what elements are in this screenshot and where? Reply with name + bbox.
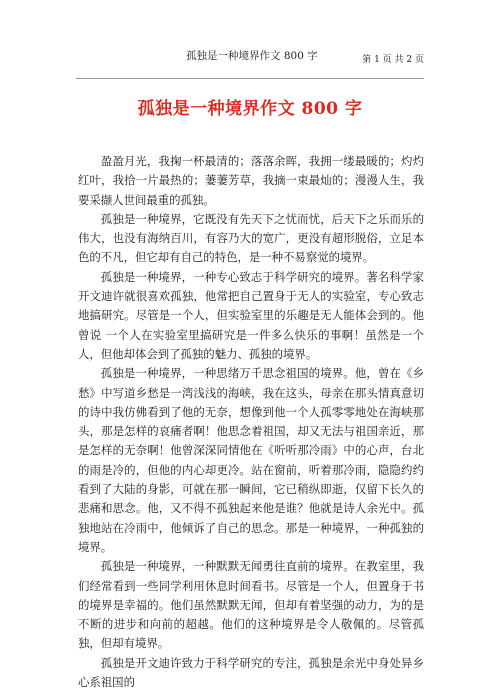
header-title: 孤独是一种境界作文 800 字 (186, 50, 318, 62)
page-number: 第 1 页 共 2 页 (362, 55, 424, 65)
document-body (78, 152, 424, 692)
header-divider (76, 78, 424, 79)
paragraph: 孤独是开文迪许致力于科学研究的专注，孤独是余光中身处异乡心系祖国的 (78, 655, 424, 690)
page-header (0, 48, 500, 68)
paragraph: 孤独是一种境界，一种思绪万千思念祖国的境界。他，曾在《乡愁》中写道乡愁是一湾浅浅的海峡，我在这头，母亲在那头情真意切的诗中我仿佛看到了他的无奈，想像到他一个人孤零零地处在海峡那头，那是怎样的哀痛者啊！他思念着祖国，却又无法与祖国亲近，那是怎样的无奈啊！他曾深深同情他在《听听那冷雨》中的心声，台北的雨是冷的，但他的内心却更冷。站在窗前，听着那冷雨，隐隐约约看到了大陆的身影，可就在那一瞬间，它已稍纵即逝，仅留下长久的悲痛和思念。他，又不得不孤独起来他是谁？他就是诗人余光中。孤独地站在冷雨中，他倾诉了自己的思念。那是一种境界，一种孤独的境界。 (78, 366, 424, 554)
paragraph: 孤独是一种境界，一种默默无闻勇往直前的境界。在教室里，我们经常看到一些同学利用休息时间看书。尽管是一个人，但置身于书的境界是幸福的。他们虽然默默无闻，但却有着坚强的动力，为的是不断的进步和向前的超越。他们的这种境界是令人敬佩的。尽管孤独，但却有境界。 (78, 559, 424, 651)
document-title: 孤独是一种境界作文 800 字 (137, 99, 363, 119)
paragraph: 孤独是一种境界，它既没有先天下之忧而忧，后天下之乐而乐的伟大，也没有海纳百川，有容乃大的宽广，更没有超形脱俗，立足本色的不凡，但它却有自己的特色，是一种不易察觉的境界。 (78, 211, 424, 265)
paragraph: 孤独是一种境界，一种专心致志于科学研究的境界。著名科学家开文迪许就很喜欢孤独，他常把自己置身于无人的实验室，专心致志地搞研究。尽管是一个人，但实验室里的乐趣是无人能体会到的。他曾说 一个人在实验室里搞研究是一件多么快乐的事啊！虽然是一个人，但他却体会到了孤独的魅力、孤独的境界。 (78, 269, 424, 361)
paragraph: 盈盈月光，我掬一杯最清的；落落余晖，我拥一缕最暖的；灼灼红叶，我拾一片最热的；萋萋芳草，我摘一束最灿的；漫漫人生，我要采撷人世间最重的孤独。 (78, 154, 424, 207)
